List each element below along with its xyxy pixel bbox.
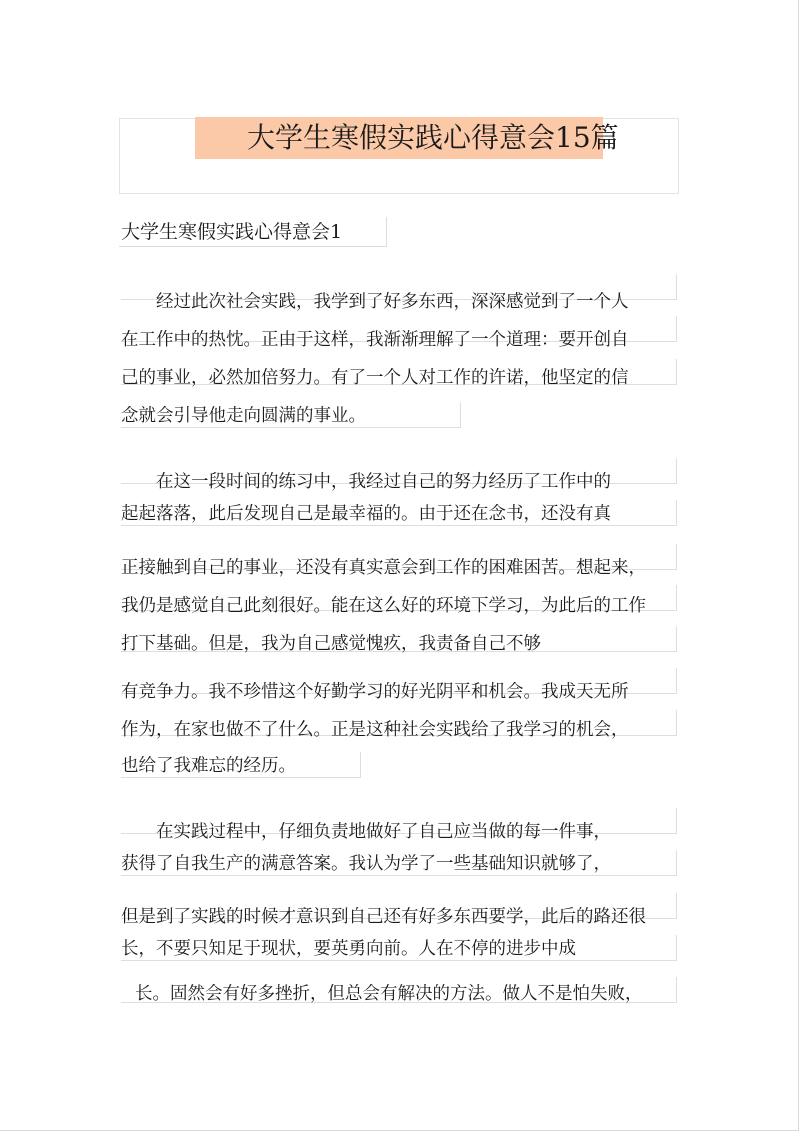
- body-line: 长。固然会有好多挫折，但总会有解决的方法。做人不是怕失败，: [135, 984, 643, 1004]
- document-title: 大学生寒假实践心得意会15篇: [247, 121, 619, 154]
- body-line: 经过此次社会实践，我学到了好多东西，深深感觉到了一个人: [156, 292, 629, 312]
- body-line: 长，不要只知足于现状，要英勇向前。人在不停的进步中成: [121, 939, 576, 959]
- body-line: 在工作中的热忱。正由于这样，我渐渐理解了一个道理：要开创自: [121, 330, 629, 350]
- body-line: 打下基础。但是，我为自己感觉愧疚，我责备自己不够: [121, 634, 541, 654]
- body-line: 有竞争力。我不珍惜这个好勤学习的好光阴平和机会。我成天无所: [121, 682, 629, 702]
- body-line: 起起落落，此后发现自己是最幸福的。由于还在念书，还没有真: [121, 504, 611, 524]
- section-heading: 大学生寒假实践心得意会1: [121, 221, 343, 243]
- body-line: 也给了我难忘的经历。: [121, 756, 296, 776]
- body-line: 但是到了实践的时候才意识到自己还有好多东西要学，此后的路还很: [121, 907, 646, 927]
- body-line: 作为，在家也做不了什么。正是这种社会实践给了我学习的机会，: [121, 720, 629, 740]
- body-line: 在这一段时间的练习中，我经过自己的努力经历了工作中的: [156, 472, 611, 492]
- body-line: 获得了自我生产的满意答案。我认为学了一些基础知识就够了，: [121, 854, 611, 874]
- body-line: 念就会引导他走向圆满的事业。: [121, 406, 366, 426]
- body-line: 在实践过程中，仔细负责地做好了自己应当做的每一件事，: [156, 822, 611, 842]
- body-line: 己的事业，必然加倍努力。有了一个人对工作的许诺，他坚定的信: [121, 368, 629, 388]
- body-line: 我仍是感觉自己此刻很好。能在这么好的环境下学习，为此后的工作: [121, 596, 646, 616]
- body-line: 正接触到自己的事业，还没有真实意会到工作的困难困苦。想起来，: [121, 558, 646, 578]
